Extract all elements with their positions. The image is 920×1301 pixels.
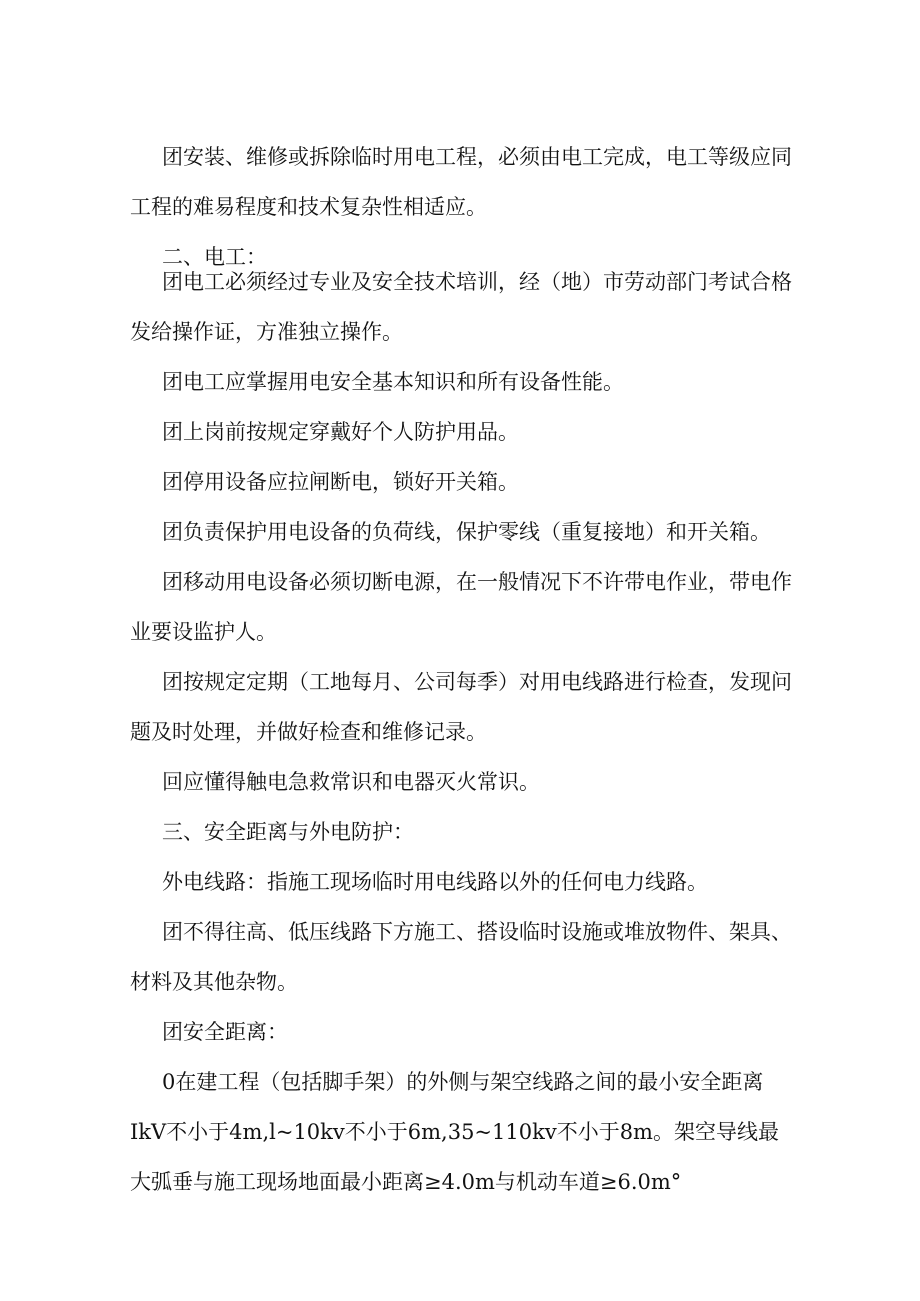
heading-text: 二、电工： [162, 245, 267, 269]
paragraph-text: 团按规定定期（工地每月、公司每季）对用电线路进行检查，发现问题及时处理，并做好检查和维修记录。 [130, 670, 792, 744]
heading-text: 三、安全距离与外电防护： [162, 820, 414, 844]
paragraph-text: 团不得往高、低压线路下方施工、搭设临时设施或堆放物件、架具、材料及其他杂物。 [130, 920, 792, 994]
paragraph-text: 团安装、维修或拆除临时用电工程，必须由电工完成，电工等级应同工程的难易程度和技术复杂性相适应。 [130, 145, 792, 219]
paragraph-text: 0在建工程（包括脚手架）的外侧与架空线路之间的最小安全距离IkV不小于4m,l~10kv不小于6m,35~110kv不小于8m。架空导线最大弧垂与施工现场地面最小距离≥4.0m与机动车道≥6.0m° [130, 1070, 779, 1194]
paragraph-1 [130, 132, 795, 232]
paragraph-7 [130, 557, 795, 657]
paragraph-text: 团安全距离： [162, 1020, 288, 1044]
paragraph-8 [130, 657, 795, 757]
paragraph-text: 团移动用电设备必须切断电源，在一般情况下不许带电作业，带电作业要设监护人。 [130, 570, 792, 644]
paragraph-text: 团电工必须经过专业及安全技术培训，经（地）市劳动部门考试合格发给操作证，方准独立操作。 [130, 270, 792, 344]
paragraph-text: 团负责保护用电设备的负荷线，保护零线（重复接地）和开关箱。 [162, 520, 771, 544]
paragraph-13 [130, 1057, 795, 1207]
paragraph-6 [130, 507, 795, 557]
paragraph-3 [130, 357, 795, 407]
section-heading-3 [130, 807, 795, 857]
paragraph-9 [130, 757, 795, 807]
paragraph-2-body [130, 257, 795, 357]
paragraph-text: 团上岗前按规定穿戴好个人防护用品。 [162, 420, 519, 444]
paragraph-10 [130, 857, 795, 907]
paragraph-5 [130, 457, 795, 507]
paragraph-11 [130, 907, 795, 1007]
paragraph-text: 团电工应掌握用电安全基本知识和所有设备性能。 [162, 370, 624, 394]
paragraph-text: 外电线路：指施工现场临时用电线路以外的任何电力线路。 [162, 870, 708, 894]
paragraph-4 [130, 407, 795, 457]
paragraph-12 [130, 1007, 795, 1057]
paragraph-text: 团停用设备应拉闸断电，锁好开关箱。 [162, 470, 519, 494]
paragraph-text: 回应懂得触电急救常识和电器灭火常识。 [162, 770, 540, 794]
